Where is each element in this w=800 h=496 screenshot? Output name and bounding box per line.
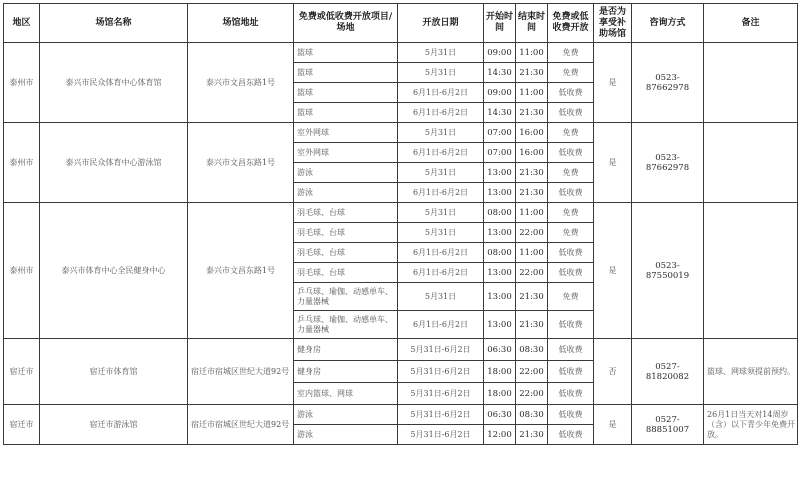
item-cell: 室外网球 [294, 123, 398, 143]
table-row [4, 43, 798, 63]
date-cell: 6月1日-6月2日 [398, 243, 484, 263]
venue-address-cell: 泰兴市文昌东路1号 [188, 43, 294, 123]
fee-type-cell: 免费 [548, 63, 594, 83]
date-cell: 5月31日-6月2日 [398, 405, 484, 425]
end-time-cell: 08:30 [516, 405, 548, 425]
start-time-cell: 09:00 [484, 83, 516, 103]
end-time-cell: 11:00 [516, 203, 548, 223]
date-cell: 5月31日 [398, 223, 484, 243]
fee-type-cell: 低收费 [548, 243, 594, 263]
region-cell: 泰州市 [4, 43, 40, 123]
item-cell: 健身房 [294, 339, 398, 361]
venue-address-cell: 宿迁市宿城区世纪大道92号 [188, 339, 294, 405]
region-cell: 泰州市 [4, 123, 40, 203]
item-cell: 羽毛球、台球 [294, 263, 398, 283]
start-time-cell: 13:00 [484, 311, 516, 339]
fee-type-cell: 低收费 [548, 143, 594, 163]
end-time-cell: 22:00 [516, 361, 548, 383]
header-subsidized: 是否为享受补助场馆 [594, 4, 632, 43]
date-cell: 5月31日 [398, 283, 484, 311]
note-cell [704, 123, 798, 203]
fee-type-cell: 低收费 [548, 425, 594, 445]
start-time-cell: 13:00 [484, 223, 516, 243]
end-time-cell: 21:30 [516, 311, 548, 339]
end-time-cell: 21:30 [516, 283, 548, 311]
date-cell: 6月1日-6月2日 [398, 143, 484, 163]
table-row [4, 203, 798, 223]
header-open-items: 免费或低收费开放项目/场地 [294, 4, 398, 43]
contact-cell: 0527-88851007 [632, 405, 704, 445]
header-fee-type: 免费或低收费开放 [548, 4, 594, 43]
venue-name-cell: 泰兴市体育中心全民健身中心 [40, 203, 188, 339]
item-cell: 篮球 [294, 83, 398, 103]
date-cell: 5月31日 [398, 43, 484, 63]
start-time-cell: 13:00 [484, 283, 516, 311]
fee-type-cell: 免费 [548, 163, 594, 183]
item-cell: 室内篮球、网球 [294, 383, 398, 405]
start-time-cell: 14:30 [484, 103, 516, 123]
header-end-time: 结束时间 [516, 4, 548, 43]
end-time-cell: 11:00 [516, 43, 548, 63]
region-cell: 宿迁市 [4, 339, 40, 405]
item-cell: 乒乓球、瑜伽、动感单车、力量器械 [294, 283, 398, 311]
start-time-cell: 07:00 [484, 123, 516, 143]
end-time-cell: 08:30 [516, 339, 548, 361]
end-time-cell: 21:30 [516, 163, 548, 183]
start-time-cell: 13:00 [484, 263, 516, 283]
start-time-cell: 13:00 [484, 163, 516, 183]
start-time-cell: 18:00 [484, 383, 516, 405]
fee-type-cell: 免费 [548, 283, 594, 311]
item-cell: 游泳 [294, 163, 398, 183]
start-time-cell: 08:00 [484, 203, 516, 223]
table-row [4, 339, 798, 361]
venue-name-cell: 泰兴市民众体育中心游泳馆 [40, 123, 188, 203]
item-cell: 篮球 [294, 103, 398, 123]
fee-type-cell: 免费 [548, 123, 594, 143]
end-time-cell: 11:00 [516, 243, 548, 263]
end-time-cell: 21:30 [516, 103, 548, 123]
fee-type-cell: 低收费 [548, 103, 594, 123]
table-row [4, 405, 798, 425]
date-cell: 5月31日 [398, 123, 484, 143]
fee-type-cell: 免费 [548, 223, 594, 243]
fee-type-cell: 低收费 [548, 311, 594, 339]
region-cell: 宿迁市 [4, 405, 40, 445]
subsidized-cell: 是 [594, 43, 632, 123]
start-time-cell: 13:00 [484, 183, 516, 203]
subsidized-cell: 否 [594, 339, 632, 405]
date-cell: 5月31日-6月2日 [398, 425, 484, 445]
start-time-cell: 06:30 [484, 405, 516, 425]
note-cell [704, 203, 798, 339]
venue-address-cell: 泰兴市文昌东路1号 [188, 203, 294, 339]
item-cell: 健身房 [294, 361, 398, 383]
item-cell: 羽毛球、台球 [294, 223, 398, 243]
table-header-row [4, 4, 798, 43]
contact-cell: 0523-87662978 [632, 123, 704, 203]
header-region: 地区 [4, 4, 40, 43]
note-cell [704, 43, 798, 123]
fee-type-cell: 低收费 [548, 383, 594, 405]
end-time-cell: 16:00 [516, 123, 548, 143]
date-cell: 6月1日-6月2日 [398, 263, 484, 283]
subsidized-cell: 是 [594, 123, 632, 203]
end-time-cell: 21:30 [516, 183, 548, 203]
date-cell: 5月31日 [398, 163, 484, 183]
date-cell: 5月31日-6月2日 [398, 361, 484, 383]
item-cell: 游泳 [294, 183, 398, 203]
fee-type-cell: 低收费 [548, 83, 594, 103]
fee-type-cell: 低收费 [548, 339, 594, 361]
item-cell: 乒乓球、瑜伽、动感单车、力量器械 [294, 311, 398, 339]
subsidized-cell: 是 [594, 405, 632, 445]
end-time-cell: 22:00 [516, 263, 548, 283]
date-cell: 6月1日-6月2日 [398, 183, 484, 203]
header-venue-address: 场馆地址 [188, 4, 294, 43]
venue-schedule-table [3, 3, 798, 445]
contact-cell: 0527-81820082 [632, 339, 704, 405]
end-time-cell: 21:30 [516, 63, 548, 83]
venue-name-cell: 宿迁市游泳馆 [40, 405, 188, 445]
date-cell: 5月31日-6月2日 [398, 383, 484, 405]
start-time-cell: 12:00 [484, 425, 516, 445]
date-cell: 6月1日-6月2日 [398, 311, 484, 339]
note-cell: 26月1日当天对14周岁（含）以下青少年免费开放。 [704, 405, 798, 445]
item-cell: 羽毛球、台球 [294, 203, 398, 223]
start-time-cell: 14:30 [484, 63, 516, 83]
start-time-cell: 06:30 [484, 339, 516, 361]
start-time-cell: 08:00 [484, 243, 516, 263]
item-cell: 游泳 [294, 405, 398, 425]
item-cell: 室外网球 [294, 143, 398, 163]
table-row [4, 123, 798, 143]
end-time-cell: 22:00 [516, 223, 548, 243]
subsidized-cell: 是 [594, 203, 632, 339]
contact-cell: 0523-87662978 [632, 43, 704, 123]
date-cell: 5月31日 [398, 63, 484, 83]
start-time-cell: 09:00 [484, 43, 516, 63]
fee-type-cell: 免费 [548, 43, 594, 63]
start-time-cell: 07:00 [484, 143, 516, 163]
item-cell: 游泳 [294, 425, 398, 445]
date-cell: 6月1日-6月2日 [398, 103, 484, 123]
header-note: 备注 [704, 4, 798, 43]
end-time-cell: 22:00 [516, 383, 548, 405]
contact-cell: 0523-87550019 [632, 203, 704, 339]
fee-type-cell: 低收费 [548, 405, 594, 425]
region-cell: 泰州市 [4, 203, 40, 339]
header-open-date: 开放日期 [398, 4, 484, 43]
date-cell: 5月31日 [398, 203, 484, 223]
venue-name-cell: 泰兴市民众体育中心体育馆 [40, 43, 188, 123]
end-time-cell: 11:00 [516, 83, 548, 103]
end-time-cell: 21:30 [516, 425, 548, 445]
venue-name-cell: 宿迁市体育馆 [40, 339, 188, 405]
venue-address-cell: 泰兴市文昌东路1号 [188, 123, 294, 203]
header-venue-name: 场馆名称 [40, 4, 188, 43]
date-cell: 5月31日-6月2日 [398, 339, 484, 361]
fee-type-cell: 低收费 [548, 183, 594, 203]
item-cell: 羽毛球、台球 [294, 243, 398, 263]
item-cell: 篮球 [294, 63, 398, 83]
end-time-cell: 16:00 [516, 143, 548, 163]
header-contact: 咨询方式 [632, 4, 704, 43]
date-cell: 6月1日-6月2日 [398, 83, 484, 103]
header-start-time: 开始时间 [484, 4, 516, 43]
fee-type-cell: 低收费 [548, 263, 594, 283]
start-time-cell: 18:00 [484, 361, 516, 383]
note-cell: 篮球、网球须提前预约。 [704, 339, 798, 405]
fee-type-cell: 免费 [548, 203, 594, 223]
venue-address-cell: 宿迁市宿城区世纪大道92号 [188, 405, 294, 445]
item-cell: 篮球 [294, 43, 398, 63]
fee-type-cell: 低收费 [548, 361, 594, 383]
